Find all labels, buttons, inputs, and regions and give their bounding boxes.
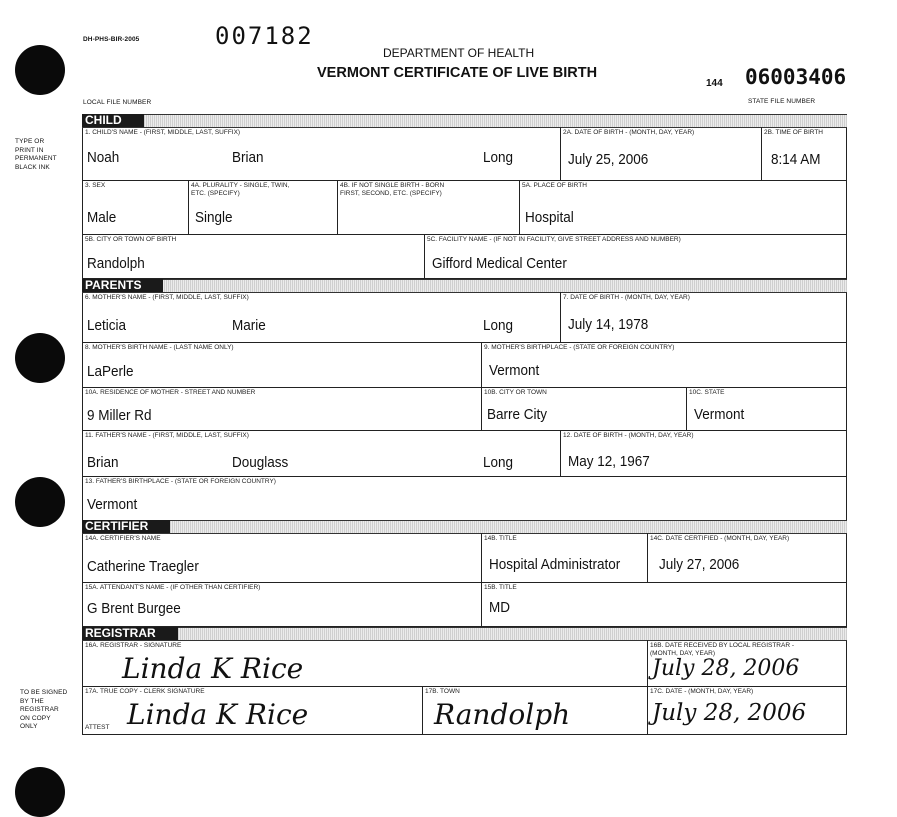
field-date-received: 16B. DATE RECEIVED BY LOCAL REGISTRAR - (MONTH, DAY, YEAR) July 28, 2006 [650, 642, 800, 681]
field-residence-street: 10A. RESIDENCE OF MOTHER - STREET AND NUMBER 9 Miller Rd [85, 389, 256, 424]
field-date-certified: 14C. DATE CERTIFIED - (MONTH, DAY, YEAR) July 27, 2006 [650, 535, 790, 573]
punch-hole-2 [15, 333, 65, 383]
field-birth-order: 4B. IF NOT SINGLE BIRTH - BORN FIRST, SECOND, ETC. (SPECIFY) [340, 182, 445, 197]
punch-hole-3 [15, 477, 65, 527]
section-child: CHILD [82, 114, 847, 128]
field-city-of-birth: 5B. CITY OR TOWN OF BIRTH Randolph [85, 236, 177, 272]
field-registrar-signature: 16A. REGISTRAR - SIGNATURE Linda K Rice [85, 642, 304, 685]
field-residence-city: 10B. CITY OR TOWN Barre City [484, 389, 548, 423]
date-received-handwritten: July 28, 2006 [652, 656, 800, 681]
punch-hole-4 [15, 767, 65, 817]
serial-number: 007182 [215, 22, 314, 50]
section-parents: PARENTS [82, 279, 847, 293]
field-copy-date: 17C. DATE - (MONTH, DAY, YEAR) July 28, 2006 [650, 688, 807, 726]
state-file-label: STATE FILE NUMBER [748, 98, 816, 105]
field-father-name: 11. FATHER'S NAME - (FIRST, MIDDLE, LAST, SUFFIX) Brian Douglass Long [85, 432, 514, 471]
field-mother-birthplace: 9. MOTHER'S BIRTHPLACE - (STATE OR FOREIGN COUNTRY) Vermont [484, 344, 675, 379]
department: DEPARTMENT OF HEALTH [383, 46, 535, 60]
child-middle-name: Brian [232, 149, 264, 166]
certificate-title: VERMONT CERTIFICATE OF LIVE BIRTH [317, 65, 598, 81]
field-father-dob: 12. DATE OF BIRTH - (MONTH, DAY, YEAR) May 12, 1967 [563, 432, 694, 470]
field-attendant-title: 15B. TITLE MD [484, 584, 517, 616]
field-time-of-birth: 2B. TIME OF BIRTH 8:14 AM [764, 129, 823, 168]
field-father-birthplace: 13. FATHER'S BIRTHPLACE - (STATE OR FOREIGN COUNTRY) Vermont [85, 478, 276, 513]
section-registrar: REGISTRAR [82, 627, 847, 641]
state-file-number: 06003406 [745, 65, 847, 89]
section-certifier: CERTIFIER [82, 520, 847, 534]
field-facility-name: 5C. FACILITY NAME - (IF NOT IN FACILITY, GIVE STREET ADDRESS AND NUMBER) Gifford Medical Center [427, 236, 681, 272]
punch-hole-1 [15, 45, 65, 95]
field-mother-dob: 7. DATE OF BIRTH - (MONTH, DAY, YEAR) July 14, 1978 [563, 294, 690, 333]
field-sex: 3. SEX Male [85, 182, 117, 226]
state-prefix: 144 [706, 78, 723, 89]
field-town: 17B. TOWN Randolph [425, 688, 571, 731]
field-certifier-name: 14A. CERTIFIER'S NAME Catherine Traegler [85, 535, 199, 575]
field-plurality: 4A. PLURALITY - SINGLE, TWIN, ETC. (SPECIFY) Single [191, 182, 290, 226]
field-date-of-birth: 2A. DATE OF BIRTH - (MONTH, DAY, YEAR) July 25, 2006 [563, 129, 695, 168]
field-attendant-name: 15A. ATTENDANT'S NAME - (IF OTHER THAN CERTIFIER) G Brent Burgee [85, 584, 261, 617]
field-mother-name: 6. MOTHER'S NAME - (FIRST, MIDDLE, LAST, SUFFIX) Leticia Marie Long [85, 294, 514, 334]
field-child-name: 1. CHILD'S NAME - (FIRST, MIDDLE, LAST, SUFFIX) Noah Brian Long [85, 129, 514, 166]
ink-note: TYPE OR PRINT IN PERMANENT BLACK INK [15, 138, 57, 171]
local-file-label: LOCAL FILE NUMBER [83, 99, 152, 106]
child-last-name: Long [483, 149, 514, 166]
field-mother-birth-name: 8. MOTHER'S BIRTH NAME - (LAST NAME ONLY) LaPerle [85, 344, 234, 380]
child-first-name: Noah [87, 149, 120, 166]
field-place-of-birth: 5A. PLACE OF BIRTH Hospital [522, 182, 587, 226]
town-signature: Randolph [434, 698, 571, 731]
registrar-note: TO BE SIGNED BY THE REGISTRAR ON COPY ONLY [20, 689, 68, 730]
form-code: DH-PHS-BIR-2005 [83, 36, 140, 43]
field-residence-state: 10C. STATE Vermont [689, 389, 745, 423]
field-true-copy: 17A. TRUE COPY - CLERK SIGNATURE ATTEST Linda K Rice [85, 688, 309, 731]
registrar-signature: Linda K Rice [122, 652, 304, 685]
field-certifier-title: 14B. TITLE Hospital Administrator [484, 535, 621, 573]
clerk-signature: Linda K Rice [127, 698, 309, 731]
copy-date-handwritten: July 28, 2006 [652, 700, 807, 726]
